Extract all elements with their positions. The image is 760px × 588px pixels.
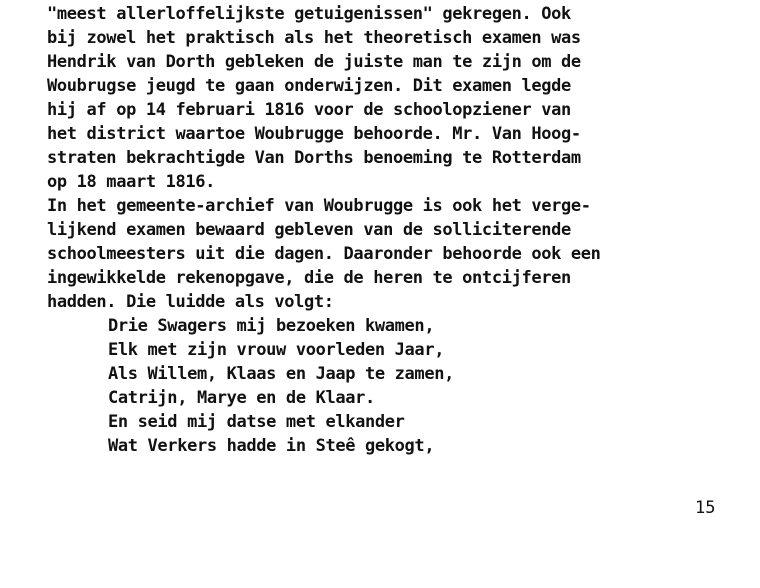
- paragraph2-line-1: In het gemeente-archief van Woubrugge is ook het verge-: [47, 196, 591, 216]
- paragraph1-line-2: bij zowel het praktisch als het theoretisch examen was: [47, 28, 581, 48]
- verse-line-4: Catrijn, Marye en de Klaar.: [108, 388, 375, 408]
- verse-line-2: Elk met zijn vrouw voorleden Jaar,: [108, 340, 445, 360]
- paragraph1-line-8: op 18 maart 1816.: [47, 172, 216, 192]
- verse-line-6: Wat Verkers hadde in Steê gekogt,: [108, 436, 435, 456]
- paragraph1-line-5: hij af op 14 februari 1816 voor de schoolopziener van: [47, 100, 571, 120]
- paragraph1-line-1: "meest allerloffelijkste getuigenissen" gekregen. Ook: [47, 4, 571, 24]
- verse-line-5: En seid mij datse met elkander: [108, 412, 405, 432]
- paragraph1-line-3: Hendrik van Dorth gebleken de juiste man te zijn om de: [47, 52, 581, 72]
- paragraph2-line-3: schoolmeesters uit die dagen. Daaronder behoorde ook een: [47, 244, 601, 264]
- paragraph2-line-5: hadden. Die luidde als volgt:: [47, 292, 334, 312]
- paragraph2-line-4: ingewikkelde rekenopgave, die de heren te ontcijferen: [47, 268, 571, 288]
- page-number: 15: [695, 498, 716, 518]
- paragraph1-line-6: het district waartoe Woubrugge behoorde. Mr. Van Hoog-: [47, 124, 581, 144]
- verse-line-1: Drie Swagers mij bezoeken kwamen,: [108, 316, 435, 336]
- verse-line-3: Als Willem, Klaas en Jaap te zamen,: [108, 364, 454, 384]
- paragraph1-line-4: Woubrugse jeugd te gaan onderwijzen. Dit examen legde: [47, 76, 571, 96]
- paragraph2-line-2: lijkend examen bewaard gebleven van de solliciterende: [47, 220, 571, 240]
- paragraph1-line-7: straten bekrachtigde Van Dorths benoeming te Rotterdam: [47, 148, 581, 168]
